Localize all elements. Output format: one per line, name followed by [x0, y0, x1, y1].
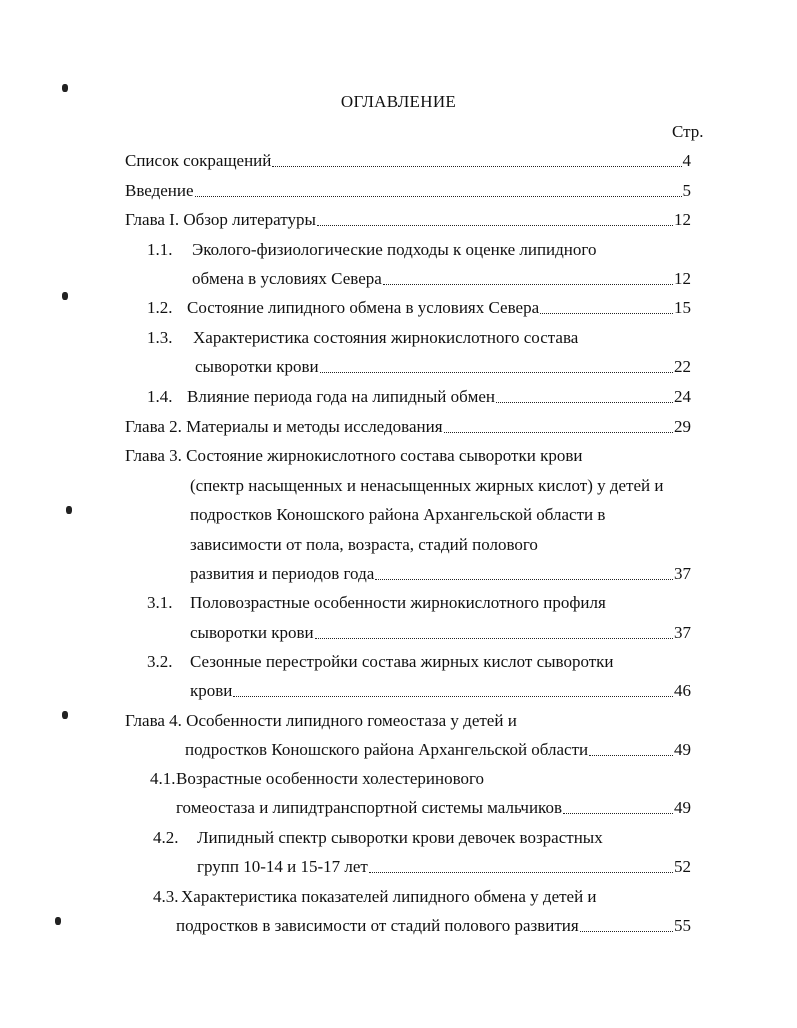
toc-entry[interactable] — [190, 534, 538, 556]
toc-entry-title: подростков Коношского района Архангельской области — [185, 740, 589, 759]
toc-entry[interactable] — [190, 651, 614, 673]
toc-entry-title: Возрастные особенности холестеринового — [176, 769, 485, 788]
dot-leader — [383, 284, 673, 285]
dot-leader — [540, 313, 673, 314]
toc-entry[interactable] — [197, 856, 691, 878]
toc-page-number: 37 — [674, 623, 691, 642]
toc-entry-title: групп 10-14 и 15-17 лет — [197, 857, 368, 876]
toc-entry[interactable] — [190, 680, 691, 702]
toc-entry[interactable] — [125, 180, 691, 202]
toc-page-number: 12 — [674, 269, 691, 288]
toc-entry[interactable] — [187, 386, 691, 408]
dot-leader — [580, 931, 673, 932]
toc-entry-title: (спектр насыщенных и ненасыщенных жирных кислот) у детей и — [190, 476, 664, 495]
toc-entry-title: Глава I. Обзор литературы — [125, 210, 316, 229]
toc-entry-title: Глава 3. Состояние жирнокислотного состава сыворотки крови — [125, 446, 583, 465]
section-number: 1.1. — [147, 240, 173, 259]
dot-leader — [195, 196, 682, 197]
toc-entry-title: Характеристика показателей липидного обмена у детей и — [181, 887, 597, 906]
toc-entry[interactable] — [190, 563, 691, 585]
toc-page-number: 37 — [674, 564, 691, 583]
toc-entry[interactable] — [190, 475, 663, 497]
toc-page-number: 52 — [674, 857, 691, 876]
toc-entry-title: развития и периодов года — [190, 564, 375, 583]
toc-entry-title: Сезонные перестройки состава жирных кислот сыворотки — [190, 652, 614, 671]
toc-entry-title: подростков Коношского района Архангельской области в — [190, 505, 606, 524]
toc-page-number: 4 — [682, 151, 691, 170]
toc-entry[interactable] — [190, 622, 691, 644]
toc-entry-title: подростков в зависимости от стадий полового развития — [176, 916, 579, 935]
dot-leader — [375, 579, 673, 580]
toc-entry[interactable] — [185, 739, 691, 761]
toc-entry[interactable] — [125, 209, 691, 231]
dot-leader — [315, 638, 673, 639]
dot-leader — [563, 813, 673, 814]
page-column-label: Стр. — [672, 122, 704, 141]
toc-entry[interactable] — [195, 356, 691, 378]
toc-page-number: 5 — [682, 181, 691, 200]
dot-leader — [233, 696, 673, 697]
section-number: 1.4. — [147, 387, 173, 406]
toc-entry-title: Влияние периода года на липидный обмен — [187, 387, 496, 406]
section-number: 4.3. — [153, 887, 179, 906]
toc-entry[interactable] — [190, 504, 605, 526]
scan-speck — [66, 506, 72, 514]
dot-leader — [317, 225, 673, 226]
toc-page-number: 49 — [674, 740, 691, 759]
toc-entry-title: Липидный спектр сыворотки крови девочек возрастных — [197, 828, 603, 847]
toc-entry[interactable] — [125, 710, 517, 732]
toc-entry[interactable] — [176, 915, 691, 937]
toc-entry[interactable] — [190, 592, 606, 614]
dot-leader — [444, 432, 673, 433]
section-number: 1.2. — [147, 298, 173, 317]
toc-page-number: 55 — [674, 916, 691, 935]
toc-entry[interactable] — [125, 150, 691, 172]
toc-entry-title: сыворотки крови — [190, 623, 314, 642]
section-number: 1.3. — [147, 328, 173, 347]
toc-entry-title: зависимости от пола, возраста, стадий полового — [190, 535, 538, 554]
toc-entry-title: крови — [190, 681, 233, 700]
section-number: 4.1. — [150, 769, 176, 788]
toc-entry-title: Состояние липидного обмена в условиях Севера — [187, 298, 540, 317]
toc-entry-title: обмена в условиях Севера — [192, 269, 382, 288]
toc-entry-title: Глава 4. Особенности липидного гомеостаза у детей и — [125, 711, 517, 730]
dot-leader — [272, 166, 681, 167]
section-number: 4.2. — [153, 828, 179, 847]
page-title: ОГЛАВЛЕНИЕ — [340, 92, 457, 111]
scan-speck — [62, 84, 68, 92]
toc-page-number: 49 — [674, 798, 691, 817]
toc-entry[interactable] — [176, 768, 484, 790]
scan-speck — [62, 711, 68, 719]
toc-entry-title: Список сокращений — [125, 151, 272, 170]
toc-page-number: 22 — [674, 357, 691, 376]
scan-speck — [55, 917, 61, 925]
toc-entry-title: Половозрастные особенности жирнокислотного профиля — [190, 593, 606, 612]
dot-leader — [320, 372, 673, 373]
toc-page-number: 46 — [674, 681, 691, 700]
scan-speck — [62, 292, 68, 300]
toc-entry[interactable] — [125, 416, 691, 438]
toc-entry[interactable] — [125, 445, 582, 467]
toc-page-number: 24 — [674, 387, 691, 406]
toc-entry-title: гомеостаза и липидтранспортной системы мальчиков — [176, 798, 562, 817]
toc-page-number: 15 — [674, 298, 691, 317]
toc-entry[interactable] — [192, 268, 691, 290]
toc-entry-title: Эколого-физиологические подходы к оценке липидного — [192, 240, 597, 259]
toc-entry[interactable] — [192, 239, 596, 261]
toc-entry-title: сыворотки крови — [195, 357, 319, 376]
section-number: 3.1. — [147, 593, 173, 612]
toc-page-number: 29 — [674, 417, 691, 436]
section-number: 3.2. — [147, 652, 173, 671]
toc-entry[interactable] — [176, 797, 691, 819]
toc-entry[interactable] — [197, 827, 603, 849]
toc-entry[interactable] — [193, 327, 578, 349]
toc-entry[interactable] — [187, 297, 691, 319]
toc-entry-title: Введение — [125, 181, 194, 200]
toc-entry[interactable] — [181, 886, 597, 908]
toc-entry-title: Глава 2. Материалы и методы исследования — [125, 417, 443, 436]
toc-page-number: 12 — [674, 210, 691, 229]
toc-entry-title: Характеристика состояния жирнокислотного состава — [193, 328, 579, 347]
dot-leader — [589, 755, 673, 756]
dot-leader — [369, 872, 673, 873]
dot-leader — [496, 402, 673, 403]
